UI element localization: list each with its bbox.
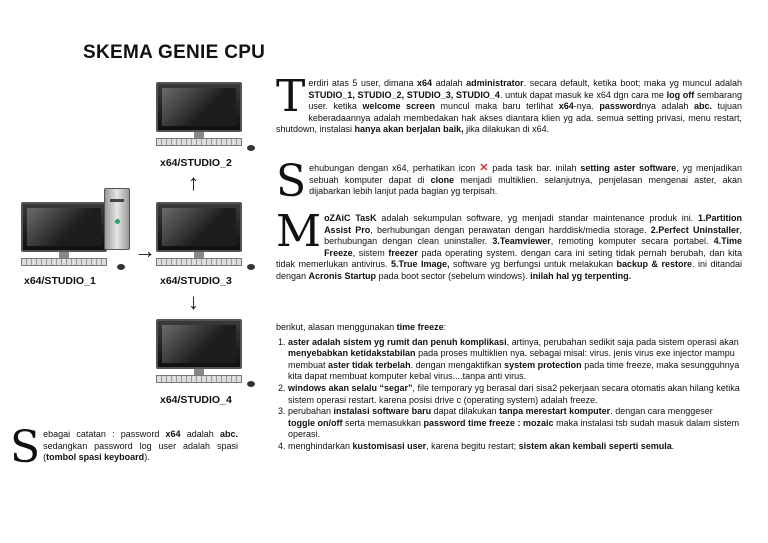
paragraph-mozaic-task: MoZAiC TasK adalah sekumpulan software, yg menjadi standar maintenance produk ini. 1.Partition Assist Pro, berhubungan dengan perawatan dengan harddisk/media storage. 2.Perfect Uninstaller, berhubungan dengan clean uninstaller. 3.Teamviewer, remoting komputer secara portabel. 4.Time Freeze, sistem freezer pada operating system. dengan cara ini seting tidak pernah berubah, dan kita tidak memerlukan antivirus. 5.True Image, software yg berfungsi untuk melakukan backup & restore. ini ditandai dengan Acronis Startup pada boot sector (sebelum windows). inilah hal yg terpenting. [276, 206, 742, 281]
mouse-icon [247, 145, 255, 151]
monitor-icon [156, 319, 242, 385]
close-x-icon: ✕ [479, 162, 489, 174]
time-freeze-reasons [276, 322, 742, 453]
mouse-icon [247, 264, 255, 270]
mouse-icon [247, 381, 255, 387]
arrow-up-icon: ↑ [188, 170, 199, 195]
label-studio-4: x64/STUDIO_4 [160, 394, 232, 406]
page-title: SKEMA GENIE CPU [83, 42, 266, 63]
monitor-icon [21, 202, 107, 268]
paragraph-aster: Sehubungan dengan x64, perhatikan icon ✕ pada task bar. inilah setting aster software, yg menjadikan sebuah komputer dapat di clone menjadi multiklien. selanjutnya, penjelasan mengenai aster, akan dijabarkan lebih lanjut pada bagian yg terpisah. [276, 156, 742, 207]
cpu-tower-icon [104, 188, 130, 250]
list-item: 3. perubahan instalasi software baru dapat dilakukan tanpa merestart komputer. dengan cara menggeser toggle on/off serta memasukkan password time freeze : mozaic maka instalasi tsb sudah masuk dalam sistem operasi. [288, 406, 742, 441]
list-item: 4. menghindarkan kustomisasi user, karena begitu restart; sistem akan kembali seperti semula. [288, 441, 742, 453]
monitor-icon [156, 82, 242, 148]
label-studio-3: x64/STUDIO_3 [160, 275, 232, 287]
dropcap: S [276, 156, 307, 207]
mouse-icon [117, 264, 125, 270]
dropcap: S [10, 422, 41, 473]
arrow-right-icon: → [134, 238, 156, 263]
label-studio-2: x64/STUDIO_2 [160, 157, 232, 169]
list-item: 2. windows akan selalu “segar”, file temporary yg berasal dari sisa2 pekerjaan secara otomatis akan hilang ketika sistem operasi restart. karena posisi drive c (operating system) adalah freeze. [288, 383, 742, 406]
arrow-down-icon: ↓ [188, 289, 199, 314]
password-note: Sebagai catatan : password x64 adalah abc. sedangkan password log user adalah spasi (tombol spasi keyboard). [10, 422, 239, 473]
list-lead: berikut, alasan menggunakan time freeze: [276, 322, 447, 332]
paragraph-users: Terdiri atas 5 user, dimana x64 adalah administrator. secara default, ketika boot; maka yg muncul adalah STUDIO_1, STUDIO_2, STUDIO_3, STUDIO_4. untuk dapat masuk ke x64 dgn cara me log off sembarang user. ketika welcome screen muncul maka baru terlihat x64-nya. passwordnya adalah abc. tujuan keberadaannya adalah membedakan hak akses diantara klien yg ada. semua setting privasi, menu restart, shutdown, instalasi hanya akan berjalan baik, jika dilakukan di x64. [276, 71, 743, 135]
dropcap: M [276, 206, 322, 257]
dropcap: T [276, 71, 306, 122]
label-studio-1: x64/STUDIO_1 [24, 275, 96, 287]
list-item: 1. aster adalah sistem yg rumit dan penuh komplikasi, artinya, perubahan sedikit saja pada sistem operasi akan menyebabkan ketidakstabilan pada proses multiklien nya. sebagai misal: virus. jenis virus exe injector mampu membuat aster tidak terbelah. dengan mengaktifkan system protection pada time freeze, maka sesungguhnya kita dapat membuat komputer kebal virus....tanpa anti virus. [288, 337, 742, 383]
monitor-icon [156, 202, 242, 268]
